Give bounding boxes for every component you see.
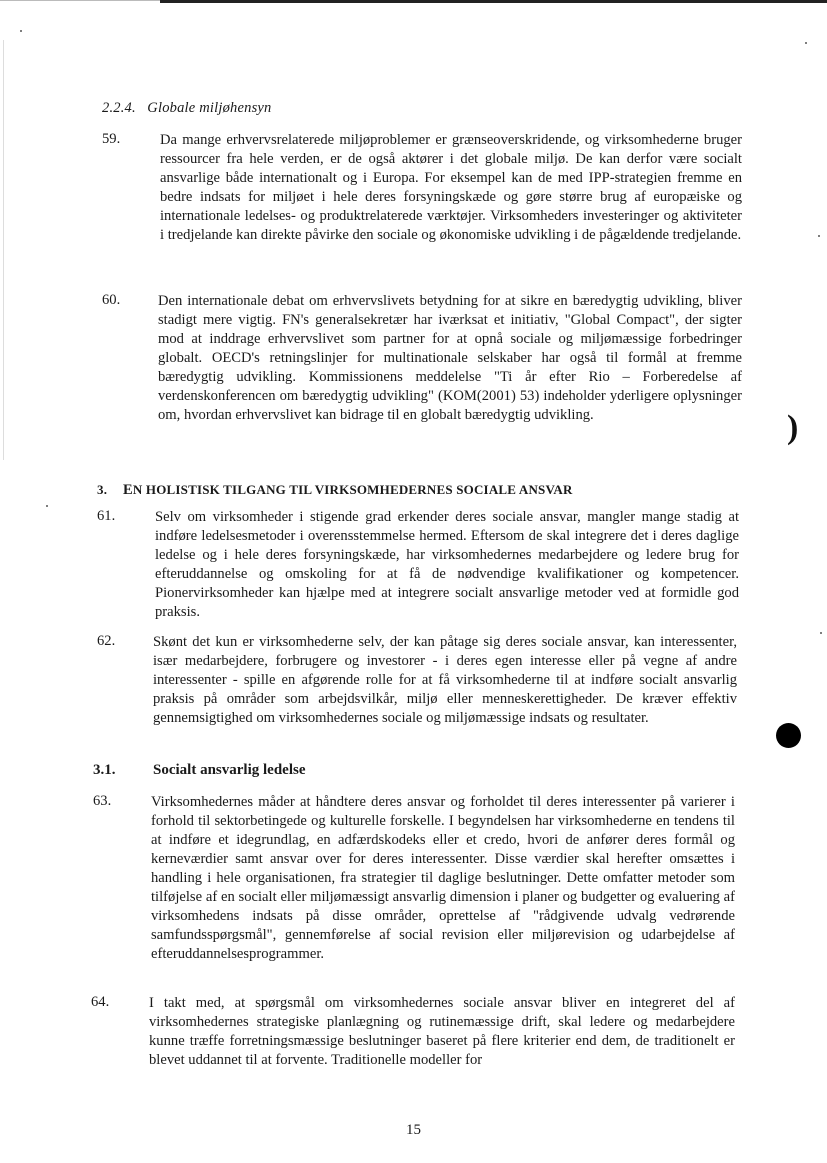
scan-speck	[805, 42, 807, 44]
scan-speck	[46, 505, 48, 507]
scan-speck	[20, 30, 22, 32]
paragraph-61: Selv om virksomheder i stigende grad erkender deres sociale ansvar, mangler mange stadig at indføre ledelsesmetoder i overensstemmelse hermed. Eftersom de skal integrere det i deres daglige ledelse og i hele deres forsyningskæde, har virksomhedernes medarbejdere og ledere brug for efteruddannelse og omskoling for at få de nødvendige kvalifikationer og kompetencer. Pionervirksomheder kan hjælpe med at integrere socialt ansvarlige metoder ved at formidle god praksis.	[155, 509, 739, 620]
paragraph-60: Den internationale debat om erhvervslivets betydning for at sikre en bæredygtig udvikling, bliver stadigt mere vigtig. FN's generalsekretær har iværksat et initiativ, "Global Compact", der sigter mod at inddrage erhvervslivet som partner for at opnå sociale og miljømæssige forbedringer globalt. OECD's retningslinjer for multinationale selskaber har også til formål at fremme bæredygtig udvikling. Kommissionens meddelelse "Ti år efter Rio – Forberedelse af verdenskonferencen om bæredygtig udvikling" (KOM(2001) 53) indeholder yderligere oplysninger om, hvordan erhvervslivet kan bidrage til en globalt bæredygtig udvikling.	[158, 293, 742, 423]
paragraph-number: 62.	[97, 633, 116, 649]
scan-speck	[820, 632, 822, 634]
section-title-initial: E	[123, 482, 133, 498]
paragraph-number: 61.	[97, 508, 116, 524]
paragraph-62: Skønt det kun er virksomhederne selv, der kan påtage sig deres sociale ansvar, kan interessenter, især medarbejdere, forbrugere og investorer - i deres egen interesse eller på vegne af andre interessenter - spille en afgørende rolle for at få virksomhederne til at indføre socialt ansvarlig praksis på områder som arbejdsvilkår, miljø eller menneskerettigheder. De kræver effektiv gennemsigtighed om virksomhedernes sociale og miljømæssige indsats og resultater.	[153, 634, 737, 726]
margin-punch-hole	[776, 723, 801, 748]
paragraph-64: I takt med, at spørgsmål om virksomhedernes sociale ansvar bliver en integreret del af virksomhedernes strategiske planlægning og rutinemæssige drift, skal ledere og medarbejdere kunne træffe forretningsmæssige beslutninger baseret på flere kriterier end dem, de traditionelt er blevet uddannet til at forvente. Traditionelle modeller for	[149, 995, 735, 1068]
section-number: 3.1.	[93, 762, 116, 778]
scan-left-edge	[3, 40, 4, 460]
paragraph-number: 60.	[102, 292, 121, 308]
scan-top-border-faint	[0, 0, 160, 1]
section-heading-3	[97, 482, 573, 499]
paragraph-number: 59.	[102, 131, 121, 147]
paragraph-63: Virksomhedernes måder at håndtere deres ansvar og forholdet til deres interessenter på varierer i forhold til sektorbetingede og kulturelle forskelle. I begyndelsen har virksomhederne en tendens til at indføre et idegrundlag, en adfærdskodeks eller et credo, hvori de anfører deres formål og kerneværdier samt ansvar over for deres interessenter. Disse værdier skal herefter omsættes i handling i hele organisationen, fra strategier til daglige beslutninger. Dette omfatter metoder som tilføjelse af en socialt eller miljømæssigt ansvarlig dimension i planer og budgetter og evaluering af virksomhedens indsats på disse områder, oprettelse af "rådgivende udvalg vedrørende samfundsspørgsmål", gennemførelse af social revision eller miljørevision og udarbejdelse af efteruddannelsesprogrammer.	[151, 794, 735, 962]
scan-top-border	[160, 0, 827, 3]
paragraph-number: 64.	[91, 994, 110, 1010]
section-title: Socialt ansvarlig ledelse	[153, 762, 306, 778]
paragraph-59: Da mange erhvervsrelaterede miljøproblemer er grænseoverskridende, og virksomhederne bruger ressourcer fra hele verden, er de også aktører i det globale miljø. De kan derfor være socialt ansvarlige både internationalt og i Europa. For eksempel kan de med IPP-strategien fremme en bedre indsats for miljøet i hele deres forsyningskæde og gøre større brug af europæiske og internationale ledelses- og produktrelaterede værktøjer. Virksomheders investeringer og aktiviteter i tredjelande kan direkte påvirke den sociale og økonomiske udvikling i de pågældende tredjelande.	[160, 132, 742, 243]
section-heading-2-2-4: 2.2.4. Globale miljøhensyn	[102, 100, 272, 116]
section-title: N HOLISTISK TILGANG TIL VIRKSOMHEDERNES SOCIALE ANSVAR	[132, 482, 573, 497]
scan-speck	[818, 235, 820, 237]
section-heading-3-1	[93, 762, 306, 779]
margin-punch-mark: )	[787, 409, 799, 446]
page-number: 15	[406, 1122, 421, 1138]
paragraph-number: 63.	[93, 793, 112, 809]
section-number: 3.	[97, 482, 108, 497]
